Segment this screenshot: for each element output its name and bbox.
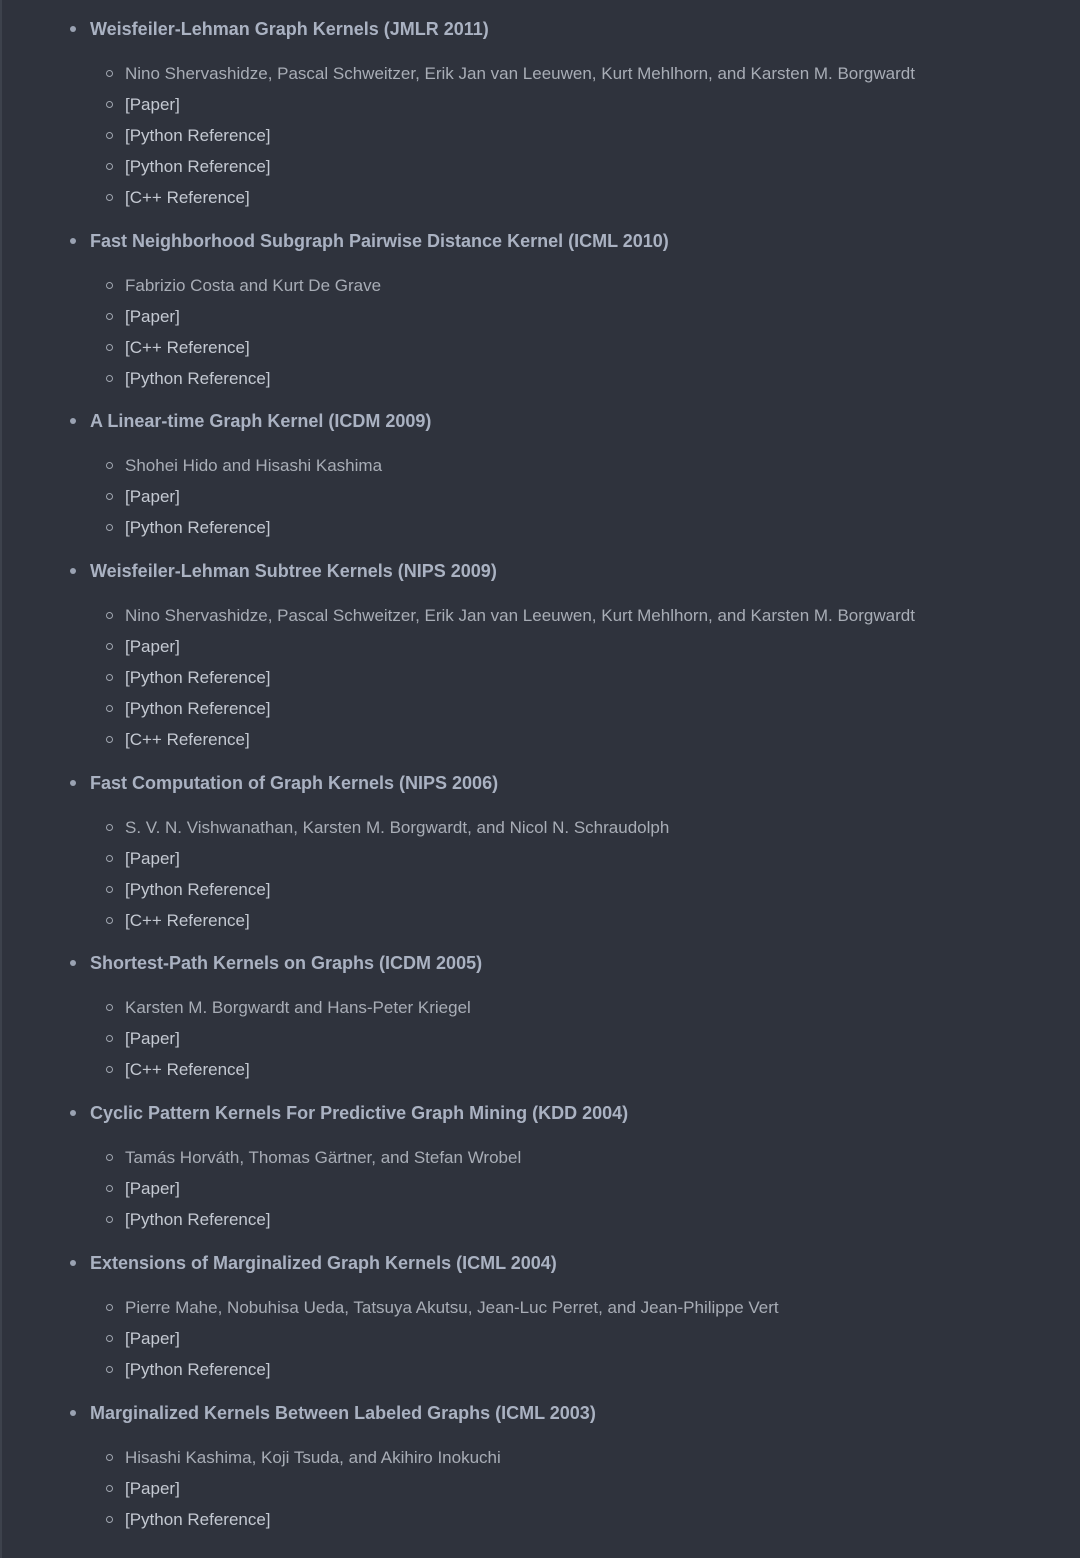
- reference-link[interactable]: [90, 1473, 1080, 1504]
- paper-detail-list: [90, 812, 1080, 936]
- paper-title-text: A Linear-time Graph Kernel (ICDM 2009): [90, 411, 432, 431]
- circle-bullet-icon: [106, 1335, 113, 1342]
- reference-link[interactable]: [90, 512, 1080, 543]
- circle-bullet-icon: [106, 194, 113, 201]
- reference-link[interactable]: [90, 151, 1080, 182]
- paper-title: [90, 1398, 1080, 1428]
- paper-authors: [90, 1442, 1080, 1473]
- paper-authors: [90, 812, 1080, 843]
- reference-link[interactable]: [90, 1323, 1080, 1354]
- paper-authors: [90, 58, 1080, 89]
- reference-link[interactable]: [90, 182, 1080, 213]
- reference-link-text[interactable]: [Python Reference]: [125, 668, 271, 687]
- paper-title: [90, 1098, 1080, 1128]
- paper-authors: [90, 450, 1080, 481]
- paper-detail-list: [90, 450, 1080, 543]
- circle-bullet-icon: [106, 524, 113, 531]
- paper-authors-text: Hisashi Kashima, Koji Tsuda, and Akihiro Inokuchi: [125, 1448, 501, 1467]
- paper-title: [90, 406, 1080, 436]
- bullet-icon: [70, 1260, 76, 1266]
- reference-link-text[interactable]: [Python Reference]: [125, 880, 271, 899]
- reference-link-text[interactable]: [C++ Reference]: [125, 1060, 250, 1079]
- paper-detail-list: [90, 1442, 1080, 1535]
- bullet-icon: [70, 418, 76, 424]
- paper-authors-text: Karsten M. Borgwardt and Hans-Peter Kriegel: [125, 998, 471, 1017]
- paper-title-text: Marginalized Kernels Between Labeled Graphs (ICML 2003): [90, 1403, 596, 1423]
- circle-bullet-icon: [106, 282, 113, 289]
- paper-detail-list: [90, 992, 1080, 1085]
- reference-link[interactable]: [90, 481, 1080, 512]
- reference-link[interactable]: [90, 1173, 1080, 1204]
- circle-bullet-icon: [106, 674, 113, 681]
- reference-link-text[interactable]: [Paper]: [125, 95, 180, 114]
- circle-bullet-icon: [106, 70, 113, 77]
- paper-item: [0, 1398, 1080, 1535]
- reference-link[interactable]: [90, 1504, 1080, 1535]
- reference-link-text[interactable]: [Paper]: [125, 1179, 180, 1198]
- reference-link[interactable]: [90, 89, 1080, 120]
- reference-link[interactable]: [90, 301, 1080, 332]
- reference-link-text[interactable]: [Paper]: [125, 637, 180, 656]
- paper-authors: [90, 1142, 1080, 1173]
- circle-bullet-icon: [106, 705, 113, 712]
- reference-link-text[interactable]: [Python Reference]: [125, 1210, 271, 1229]
- paper-item: [0, 768, 1080, 936]
- paper-detail-list: [90, 1292, 1080, 1385]
- bullet-icon: [70, 26, 76, 32]
- reference-link[interactable]: [90, 662, 1080, 693]
- paper-detail-list: [90, 58, 1080, 213]
- circle-bullet-icon: [106, 612, 113, 619]
- circle-bullet-icon: [106, 1304, 113, 1311]
- reference-link[interactable]: [90, 724, 1080, 755]
- paper-title-text: Fast Neighborhood Subgraph Pairwise Distance Kernel (ICML 2010): [90, 231, 669, 251]
- paper-detail-list: [90, 270, 1080, 394]
- paper-title: [90, 948, 1080, 978]
- circle-bullet-icon: [106, 1216, 113, 1223]
- paper-item: [0, 226, 1080, 394]
- paper-title: [90, 14, 1080, 44]
- reference-link-text[interactable]: [Python Reference]: [125, 126, 271, 145]
- paper-authors: [90, 1292, 1080, 1323]
- reference-link-text[interactable]: [C++ Reference]: [125, 730, 250, 749]
- paper-authors-text: Pierre Mahe, Nobuhisa Ueda, Tatsuya Akutsu, Jean-Luc Perret, and Jean-Philippe Vert: [125, 1298, 779, 1317]
- circle-bullet-icon: [106, 313, 113, 320]
- paper-item: [0, 14, 1080, 213]
- bullet-icon: [70, 780, 76, 786]
- circle-bullet-icon: [106, 824, 113, 831]
- circle-bullet-icon: [106, 1516, 113, 1523]
- paper-title: [90, 1248, 1080, 1278]
- reference-link-text[interactable]: [Paper]: [125, 1329, 180, 1348]
- reference-link-text[interactable]: [Paper]: [125, 849, 180, 868]
- paper-title: [90, 226, 1080, 256]
- reference-link-text[interactable]: [Python Reference]: [125, 1360, 271, 1379]
- reference-link-text[interactable]: [Paper]: [125, 1479, 180, 1498]
- reference-link[interactable]: [90, 874, 1080, 905]
- reference-link-text[interactable]: [Python Reference]: [125, 699, 271, 718]
- paper-authors-text: Fabrizio Costa and Kurt De Grave: [125, 276, 382, 295]
- paper-item: [0, 1248, 1080, 1385]
- circle-bullet-icon: [106, 101, 113, 108]
- paper-authors: [90, 600, 1080, 631]
- reference-link-text[interactable]: [Python Reference]: [125, 157, 271, 176]
- paper-detail-list: [90, 1142, 1080, 1235]
- circle-bullet-icon: [106, 1485, 113, 1492]
- reference-link[interactable]: [90, 1204, 1080, 1235]
- circle-bullet-icon: [106, 344, 113, 351]
- circle-bullet-icon: [106, 1035, 113, 1042]
- bullet-icon: [70, 1410, 76, 1416]
- paper-title: [90, 768, 1080, 798]
- circle-bullet-icon: [106, 1185, 113, 1192]
- paper-title-text: Weisfeiler-Lehman Subtree Kernels (NIPS 2009): [90, 561, 497, 581]
- circle-bullet-icon: [106, 855, 113, 862]
- paper-title-text: Fast Computation of Graph Kernels (NIPS 2006): [90, 773, 499, 793]
- circle-bullet-icon: [106, 375, 113, 382]
- circle-bullet-icon: [106, 1366, 113, 1373]
- circle-bullet-icon: [106, 163, 113, 170]
- reference-link[interactable]: [90, 1354, 1080, 1385]
- reference-link-text[interactable]: [C++ Reference]: [125, 911, 250, 930]
- bullet-icon: [70, 238, 76, 244]
- reference-link-text[interactable]: [Python Reference]: [125, 369, 271, 388]
- reference-link[interactable]: [90, 843, 1080, 874]
- reference-link[interactable]: [90, 1023, 1080, 1054]
- circle-bullet-icon: [106, 493, 113, 500]
- paper-item: [0, 948, 1080, 1085]
- bullet-icon: [70, 1110, 76, 1116]
- reference-link[interactable]: [90, 363, 1080, 394]
- paper-title-text: Cyclic Pattern Kernels For Predictive Graph Mining (KDD 2004): [90, 1103, 629, 1123]
- paper-item: [0, 406, 1080, 543]
- paper-title: [90, 556, 1080, 586]
- reference-link-text[interactable]: [Paper]: [125, 1029, 180, 1048]
- circle-bullet-icon: [106, 643, 113, 650]
- reference-link[interactable]: [90, 905, 1080, 936]
- reference-link[interactable]: [90, 120, 1080, 151]
- paper-item: [0, 1098, 1080, 1235]
- paper-authors-text: S. V. N. Vishwanathan, Karsten M. Borgwardt, and Nicol N. Schraudolph: [125, 818, 670, 837]
- paper-authors-text: Nino Shervashidze, Pascal Schweitzer, Erik Jan van Leeuwen, Kurt Mehlhorn, and Karsten M. Borgwardt: [125, 606, 915, 625]
- bullet-icon: [70, 960, 76, 966]
- reference-link[interactable]: [90, 1054, 1080, 1085]
- circle-bullet-icon: [106, 462, 113, 469]
- paper-title-text: Extensions of Marginalized Graph Kernels (ICML 2004): [90, 1253, 557, 1273]
- reference-link[interactable]: [90, 332, 1080, 363]
- bullet-icon: [70, 568, 76, 574]
- circle-bullet-icon: [106, 886, 113, 893]
- circle-bullet-icon: [106, 1154, 113, 1161]
- reference-link-text[interactable]: [C++ Reference]: [125, 338, 250, 357]
- reference-link-text[interactable]: [Python Reference]: [125, 518, 271, 537]
- paper-title-text: Weisfeiler-Lehman Graph Kernels (JMLR 2011): [90, 19, 489, 39]
- circle-bullet-icon: [106, 736, 113, 743]
- paper-authors: [90, 270, 1080, 301]
- circle-bullet-icon: [106, 917, 113, 924]
- paper-authors-text: Shohei Hido and Hisashi Kashima: [125, 456, 383, 475]
- reference-link-text[interactable]: [Python Reference]: [125, 1510, 271, 1529]
- reference-link-text[interactable]: [Paper]: [125, 487, 180, 506]
- paper-item: [0, 556, 1080, 755]
- circle-bullet-icon: [106, 1454, 113, 1461]
- circle-bullet-icon: [106, 1004, 113, 1011]
- reference-link[interactable]: [90, 693, 1080, 724]
- reference-link-text[interactable]: [Paper]: [125, 307, 180, 326]
- paper-title-text: Shortest-Path Kernels on Graphs (ICDM 2005): [90, 953, 483, 973]
- paper-detail-list: [90, 600, 1080, 755]
- reference-link[interactable]: [90, 631, 1080, 662]
- paper-authors-text: Nino Shervashidze, Pascal Schweitzer, Erik Jan van Leeuwen, Kurt Mehlhorn, and Karsten M. Borgwardt: [125, 64, 915, 83]
- reference-link-text[interactable]: [C++ Reference]: [125, 188, 250, 207]
- circle-bullet-icon: [106, 1066, 113, 1073]
- paper-authors: [90, 992, 1080, 1023]
- circle-bullet-icon: [106, 132, 113, 139]
- paper-authors-text: Tamás Horváth, Thomas Gärtner, and Stefan Wrobel: [125, 1148, 522, 1167]
